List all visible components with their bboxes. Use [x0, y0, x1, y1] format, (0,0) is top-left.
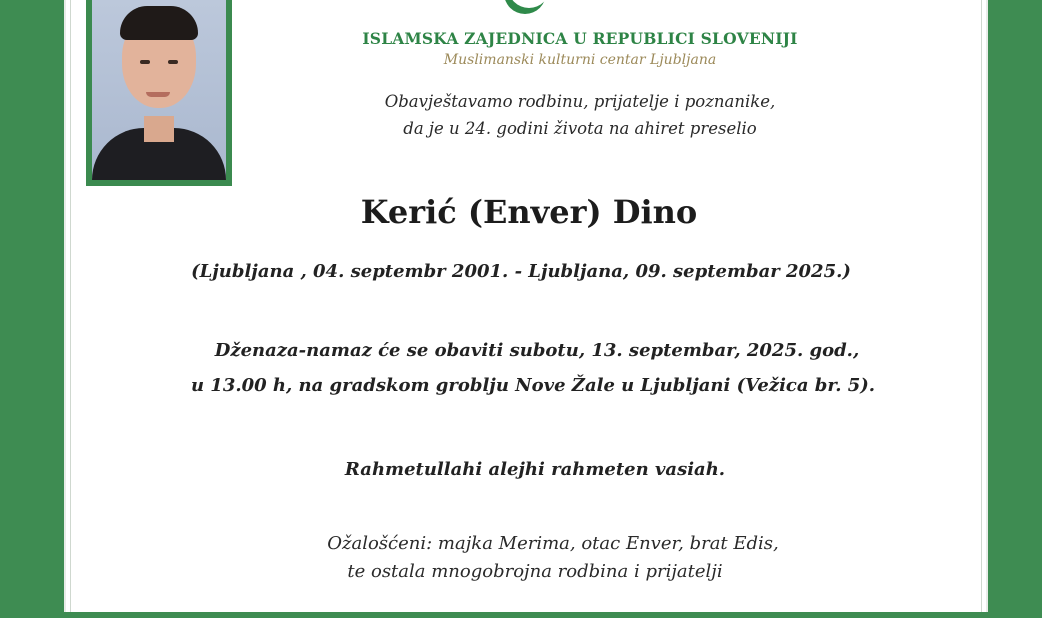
mourners-line-1: Ožalošćeni: majka Merima, otac Enver, brat Edis,: [327, 533, 779, 554]
funeral-line-1: Dženaza-namaz će se obaviti subotu, 13. septembar, 2025. god.,: [214, 340, 860, 361]
notice-line-1: Obavještavamo rodbinu, prijatelje i poznanike,: [384, 92, 776, 111]
notice-line-2: da je u 24. godini života na ahiret preselio: [403, 119, 757, 138]
prayer-text: Rahmetullahi alejhi rahmeten vasiah.: [344, 459, 726, 480]
cultural-centre-subtitle: Muslimanski kulturni centar Ljubljana: [443, 52, 717, 68]
life-dates: (Ljubljana , 04. septembr 2001. - Ljubljana, 09. septembar 2025.): [191, 261, 851, 282]
funeral-line-2: u 13.00 h, na gradskom groblju Nove Žale u Ljubljani (Vežica br. 5).: [190, 375, 876, 396]
organization-title: ISLAMSKA ZAJEDNICA U REPUBLICI SLOVENIJI: [362, 29, 798, 48]
mourners-line-2: te ostala mnogobrojna rodbina i prijatelji: [347, 561, 723, 582]
left-frame-line: [70, 0, 71, 612]
bottom-border: [0, 612, 1042, 618]
portrait-photo: [92, 0, 226, 180]
deceased-name: Kerić (Enver) Dino: [360, 193, 698, 231]
